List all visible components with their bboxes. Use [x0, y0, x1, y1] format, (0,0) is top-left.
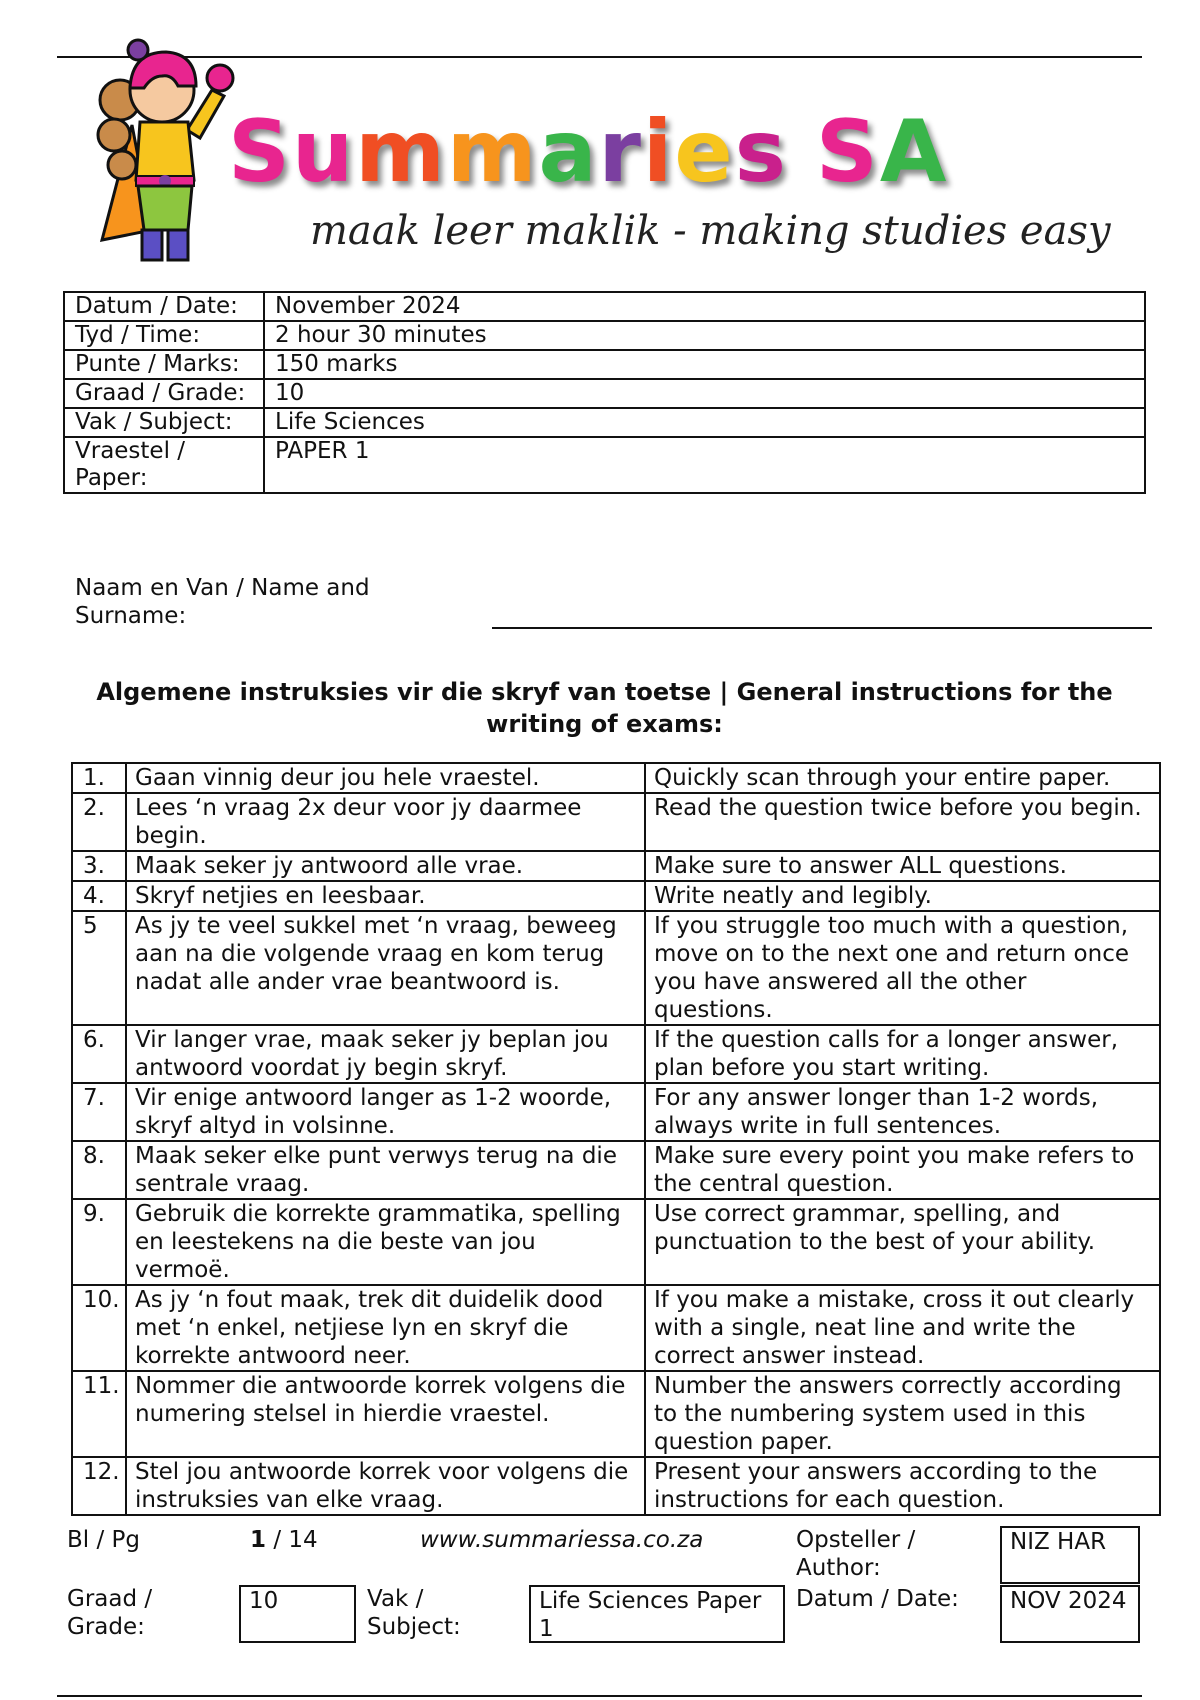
info-key: Datum / Date: — [64, 292, 264, 321]
instruction-english: Use correct grammar, spelling, and punctuation to the best of your ability. — [645, 1199, 1160, 1285]
brand-letter: m — [446, 102, 539, 202]
info-row — [64, 437, 1145, 493]
info-row — [64, 379, 1145, 408]
instruction-afrikaans: Nommer die antwoorde korrek volgens die numering stelsel in hierdie vraestel. — [126, 1371, 645, 1457]
brand-letter: s — [734, 102, 788, 202]
author-label: Opsteller / Author: — [796, 1527, 916, 1581]
info-value: 150 marks — [264, 350, 1145, 379]
page-number — [250, 1526, 318, 1554]
instruction-english: Write neatly and legibly. — [645, 881, 1160, 911]
info-row — [64, 292, 1145, 321]
website-link[interactable]: www.summariessa.co.za — [420, 1527, 704, 1553]
instruction-row — [72, 1371, 1160, 1457]
instruction-row — [72, 1083, 1160, 1141]
instruction-row — [72, 1457, 1160, 1515]
brand-wordmark — [228, 102, 1108, 202]
instruction-row — [72, 763, 1160, 793]
instruction-afrikaans: Maak seker jy antwoord alle vrae. — [126, 851, 645, 881]
instruction-number: 11. — [72, 1371, 126, 1457]
subject-value: Life Sciences Paper 1 — [529, 1585, 785, 1643]
brand-letter: u — [291, 102, 356, 202]
info-row — [64, 321, 1145, 350]
instruction-afrikaans: Stel jou antwoorde korrek voor volgens die instruksies van elke vraag. — [126, 1457, 645, 1515]
instruction-english: For any answer longer than 1-2 words, always write in full sentences. — [645, 1083, 1160, 1141]
info-value: PAPER 1 — [264, 437, 1145, 493]
brand-letter: r — [598, 102, 643, 202]
instruction-afrikaans: Skryf netjies en leesbaar. — [126, 881, 645, 911]
info-key: Vraestel / Paper: — [64, 437, 264, 493]
instruction-afrikaans: Gaan vinnig deur jou hele vraestel. — [126, 763, 645, 793]
instructions-title: Algemene instruksies vir die skryf van toetse | General instructions for the writing of exams: — [96, 678, 1113, 738]
date-value: NOV 2024 — [1000, 1585, 1140, 1643]
instruction-english: Number the answers correctly according to the numbering system used in this question paper. — [645, 1371, 1160, 1457]
instruction-english: Quickly scan through your entire paper. — [645, 763, 1160, 793]
instruction-number: 7. — [72, 1083, 126, 1141]
info-row — [64, 350, 1145, 379]
instruction-number: 4. — [72, 881, 126, 911]
instruction-afrikaans: Gebruik die korrekte grammatika, spelling en leestekens na die beste van jou vermoë. — [126, 1199, 645, 1285]
info-key: Vak / Subject: — [64, 408, 264, 437]
instruction-row — [72, 881, 1160, 911]
page-current: 1 — [250, 1527, 267, 1553]
superhero-mascot-icon — [92, 30, 242, 275]
info-key: Graad / Grade: — [64, 379, 264, 408]
instruction-english: If you make a mistake, cross it out clearly with a single, neat line and write the correct answer instead. — [645, 1285, 1160, 1371]
instruction-number: 12. — [72, 1457, 126, 1515]
instruction-english: Present your answers according to the instructions for each question. — [645, 1457, 1160, 1515]
instruction-number: 5 — [72, 911, 126, 1025]
instruction-number: 1. — [72, 763, 126, 793]
instruction-afrikaans: Vir langer vrae, maak seker jy beplan jou antwoord voordat jy begin skryf. — [126, 1025, 645, 1083]
instruction-row — [72, 1199, 1160, 1285]
exam-info-table — [63, 291, 1146, 494]
info-row — [64, 408, 1145, 437]
page-total: / 14 — [273, 1527, 318, 1553]
brand-letter: S — [815, 102, 880, 202]
instruction-number: 6. — [72, 1025, 126, 1083]
instruction-row — [72, 911, 1160, 1025]
instruction-row — [72, 793, 1160, 851]
instructions-table — [71, 762, 1161, 1516]
instruction-english: If you struggle too much with a question, move on to the next one and return once you have answered all the other questions. — [645, 911, 1160, 1025]
instruction-row — [72, 1141, 1160, 1199]
instruction-afrikaans: As jy te veel sukkel met ‘n vraag, beweeg aan na die volgende vraag en kom terug nadat alle ander vrae beantwoord is. — [126, 911, 645, 1025]
instruction-english: Make sure to answer ALL questions. — [645, 851, 1160, 881]
grade-value: 10 — [239, 1585, 356, 1643]
info-value: 10 — [264, 379, 1145, 408]
subject-label: Vak / Subject: — [367, 1586, 461, 1640]
instruction-english: Make sure every point you make refers to the central question. — [645, 1141, 1160, 1199]
name-surname-label: Naam en Van / Name and Surname: — [75, 575, 370, 629]
brand-letter: e — [674, 102, 735, 202]
page-label: Bl / Pg — [67, 1527, 141, 1553]
instruction-number: 9. — [72, 1199, 126, 1285]
info-value: 2 hour 30 minutes — [264, 321, 1145, 350]
info-value: November 2024 — [264, 292, 1145, 321]
author-value: NIZ HAR — [1000, 1526, 1140, 1584]
info-value: Life Sciences — [264, 408, 1145, 437]
info-key: Punte / Marks: — [64, 350, 264, 379]
instruction-afrikaans: Lees ‘n vraag 2x deur voor jy daarmee begin. — [126, 793, 645, 851]
instruction-row — [72, 1285, 1160, 1371]
instruction-english: If the question calls for a longer answer, plan before you start writing. — [645, 1025, 1160, 1083]
brand-letter: S — [228, 102, 292, 202]
instruction-english: Read the question twice before you begin. — [645, 793, 1160, 851]
info-key: Tyd / Time: — [64, 321, 264, 350]
instruction-number: 3. — [72, 851, 126, 881]
instruction-afrikaans: Maak seker elke punt verwys terug na die sentrale vraag. — [126, 1141, 645, 1199]
instruction-number: 10. — [72, 1285, 126, 1371]
instruction-afrikaans: As jy ‘n fout maak, trek dit duidelik dood met ‘n enkel, netjiese lyn en skryf die korrekte antwoord neer. — [126, 1285, 645, 1371]
brand-letter: i — [642, 102, 675, 202]
brand-letter: a — [538, 102, 599, 202]
instruction-afrikaans: Vir enige antwoord langer as 1-2 woorde, skryf altyd in volsinne. — [126, 1083, 645, 1141]
bottom-rule — [57, 1695, 1142, 1697]
instruction-number: 2. — [72, 793, 126, 851]
instruction-row — [72, 1025, 1160, 1083]
date-label: Datum / Date: — [796, 1586, 959, 1612]
brand-tagline: maak leer maklik - making studies easy — [310, 208, 1111, 254]
brand-letter: m — [355, 102, 447, 202]
grade-label: Graad / Grade: — [67, 1586, 153, 1640]
name-surname-line[interactable] — [492, 627, 1152, 629]
instruction-number: 8. — [72, 1141, 126, 1199]
instruction-row — [72, 851, 1160, 881]
brand-letter: A — [879, 102, 949, 202]
